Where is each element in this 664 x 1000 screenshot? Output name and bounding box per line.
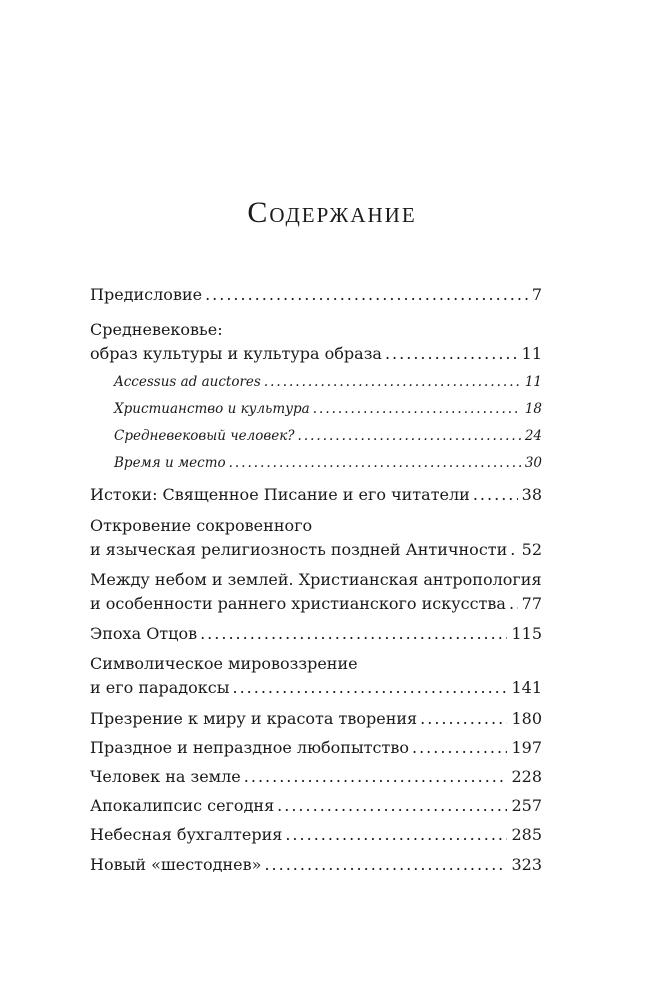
toc-entry-label: Презрение к миру и красота творения (90, 709, 418, 728)
toc-page-number: 11 (521, 344, 542, 363)
toc-subentry-accessus[interactable] (114, 370, 542, 394)
toc-entry-label: и особенности раннего христианского искусства (90, 594, 506, 613)
toc-entry-label-line1: Откровение сокровенного (90, 516, 313, 535)
toc-entry-label: Христианство и культура (114, 401, 310, 417)
toc-entry-label: Апокалипсис сегодня (90, 796, 275, 815)
toc-page-number: 38 (521, 485, 542, 504)
leader-dots (420, 707, 507, 731)
toc-page-number: 257 (511, 796, 542, 815)
leader-dots (473, 483, 518, 507)
toc-entry-label: Предисловие (90, 285, 203, 304)
toc-entry-label-line1: Между небом и землей. Христианская антропология (90, 570, 542, 589)
toc-entry-origins[interactable] (90, 483, 542, 507)
toc-page-number: 24 (524, 428, 542, 444)
leader-dots (277, 794, 507, 818)
toc-page-number: 11 (524, 374, 542, 390)
leader-dots (200, 622, 507, 646)
toc-entry-man-on-earth[interactable] (90, 765, 542, 789)
toc-entry-heavenly-accounting[interactable] (90, 823, 542, 847)
toc-entry-label: Истоки: Священное Писание и его читатели (90, 485, 470, 504)
leader-dots (244, 765, 508, 789)
toc-entry-fathers[interactable] (90, 622, 542, 646)
toc-entry-heaven-earth[interactable] (90, 568, 542, 616)
leader-dots (412, 736, 507, 760)
toc-page-number: 30 (524, 455, 542, 471)
toc-page-number: 180 (511, 709, 542, 728)
leader-dots (509, 592, 518, 616)
toc-entry-label: Новый «шестоднев» (90, 855, 262, 874)
toc-entry-label: и языческая религиозность поздней Античности (90, 540, 508, 559)
toc-entry-hexameron[interactable] (90, 853, 542, 877)
toc-entry-label: Человек на земле (90, 767, 241, 786)
toc-entry-label-line1: Средневековье: (90, 320, 223, 339)
toc-page-number: 52 (521, 540, 542, 559)
leader-dots (313, 397, 521, 421)
leader-dots (285, 823, 507, 847)
leader-dots (205, 283, 528, 307)
toc-entry-symbolic[interactable] (90, 652, 542, 700)
toc-entry-apocalypse[interactable] (90, 794, 542, 818)
leader-dots (298, 424, 521, 448)
leader-dots (264, 370, 521, 394)
toc-page-number: 141 (511, 678, 542, 697)
toc-entry-contempt[interactable] (90, 707, 542, 731)
toc-entry-label: Средневековый человек? (114, 428, 295, 444)
toc-page-number: 7 (531, 285, 542, 304)
leader-dots (232, 676, 507, 700)
toc-page-number: 115 (511, 624, 542, 643)
toc-page-number: 77 (521, 594, 542, 613)
page-title: Содержание (247, 196, 417, 229)
toc-subentry-christianity-culture[interactable] (114, 397, 542, 421)
leader-dots (510, 538, 517, 562)
toc-page-number: 18 (524, 401, 542, 417)
toc-entry-middle-ages[interactable] (90, 318, 542, 366)
toc-entry-preface[interactable] (90, 283, 542, 307)
toc-entry-label: образ культуры и культура образа (90, 344, 382, 363)
toc-subentry-time-place[interactable] (114, 451, 542, 475)
leader-dots (264, 853, 507, 877)
toc-entry-label-line1: Символическое мировоззрение (90, 654, 358, 673)
toc-page-number: 323 (511, 855, 542, 874)
toc-entry-label: и его парадоксы (90, 678, 230, 697)
toc-entry-label: Accessus ad auctores (114, 374, 261, 390)
toc-page-number: 197 (511, 738, 542, 757)
toc-entry-label: Эпоха Отцов (90, 624, 198, 643)
toc-entry-revelation[interactable] (90, 514, 542, 562)
toc-page-number: 285 (511, 825, 542, 844)
toc-entry-label: Время и место (114, 455, 226, 471)
toc-entry-label: Праздное и непраздное любопытство (90, 738, 409, 757)
toc-subentry-medieval-man[interactable] (114, 424, 542, 448)
toc-entry-curiosity[interactable] (90, 736, 542, 760)
toc-page-number: 228 (511, 767, 542, 786)
leader-dots (229, 451, 521, 475)
toc-entry-label: Небесная бухгалтерия (90, 825, 283, 844)
leader-dots (385, 342, 518, 366)
